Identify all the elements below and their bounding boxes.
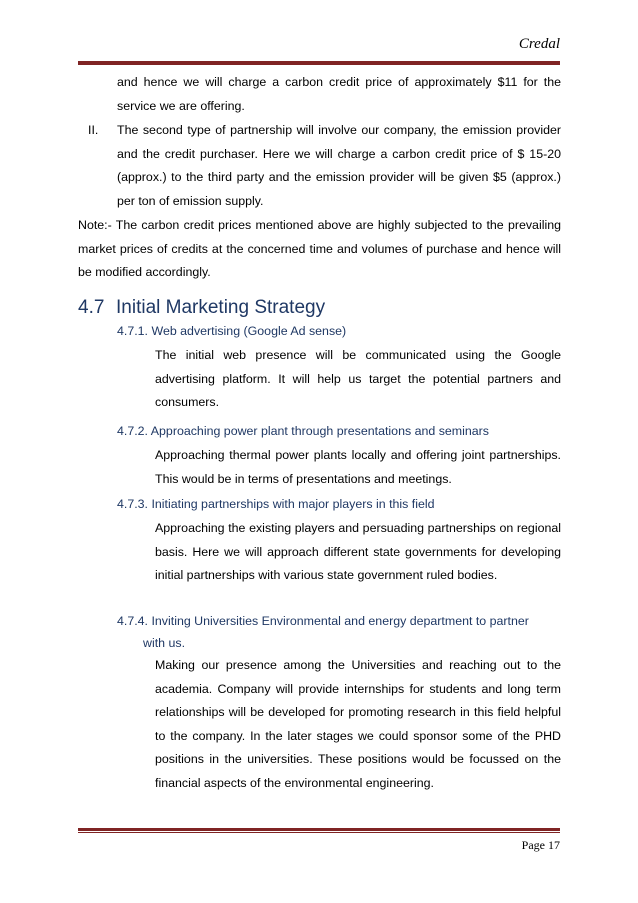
subsection-heading: 4.7.1. Web advertising (Google Ad sense) [117, 324, 347, 338]
list-item-2: The second type of partnership will involve our company, the emission provider and the credit purchaser. Here we will charge a carbon credit price of $ 15-20 (approx.) to the third party and the emission provider will be given $5 (approx.) per ton of emission supply. [117, 123, 561, 208]
subsection-heading: 4.7.4. Inviting Universities Environmental and energy department to partner [117, 614, 529, 628]
subsection-body: Making our presence among the Universities and reaching out to the academia. Company will provide internships for students and long term relationships will be developed for promoting research in this field helpful to the company. In the later stages we could sponsor some of the PHD positions in the universities. These positions would be focussed on the financial aspects of the environmental engineering. [155, 658, 561, 790]
list-numeral-2: II. [88, 123, 99, 137]
header-rule [78, 60, 560, 65]
note-paragraph: Note:- The carbon credit prices mentioned above are highly subjected to the prevailing market prices of credits at the concerned time and volumes of purchase and hence will be modified accordingly. [78, 218, 561, 280]
page-number: Page 17 [521, 838, 560, 852]
header-title: Credal [518, 36, 560, 52]
section-number: 4.7 [78, 297, 105, 318]
subsection-body: Approaching thermal power plants locally and offering joint partnerships. This would be in terms of presentations and meetings. [155, 448, 561, 486]
list-continuation: and hence we will charge a carbon credit price of approximately $11 for the service we are offering. [117, 75, 561, 113]
subsection-body: The initial web presence will be communicated using the Google advertising platform. It will help us target the potential partners and consumers. [155, 348, 561, 410]
section-title: Initial Marketing Strategy [116, 297, 326, 318]
subsection-body: Approaching the existing players and persuading partnerships on regional basis. Here we will approach different state governments for developing initial partnerships with various state government ruled bodies. [155, 521, 561, 583]
subsection-heading: 4.7.3. Initiating partnerships with major players in this field [117, 497, 435, 511]
subsection-heading-cont: with us. [143, 636, 186, 650]
footer-rule [78, 828, 560, 833]
section-heading [78, 297, 325, 319]
subsection-heading: 4.7.2. Approaching power plant through presentations and seminars [117, 424, 489, 438]
